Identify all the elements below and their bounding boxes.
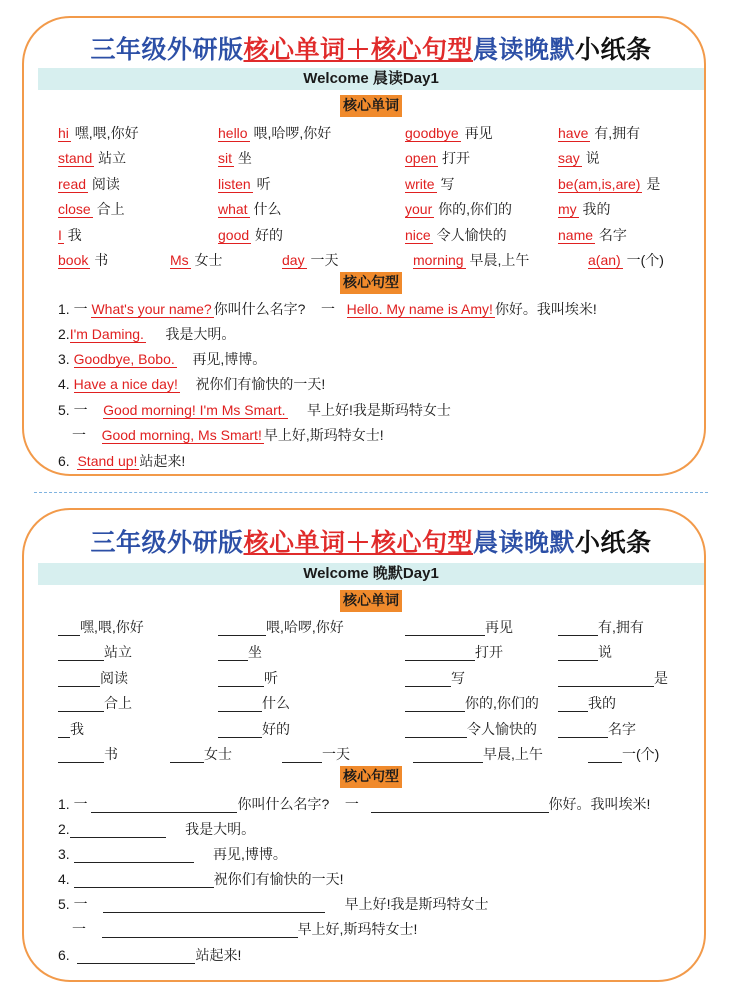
word-english: stand [58,150,93,167]
word-chinese: 坐 [234,150,252,167]
blank[interactable] [218,646,248,661]
sentence-2: 2.I'm Daming. 我是大明。 [58,326,236,342]
word-chinese: 再见 [460,125,493,141]
word-chinese: 名字 [595,226,627,243]
word-item [58,175,120,193]
blank-word-item [58,720,84,738]
sentence-5b: 一 Good morning, Ms Smart! 早上好,斯玛特女士! [72,427,384,443]
blank[interactable] [588,748,622,763]
blank-word-item [405,618,513,636]
blank[interactable] [102,923,298,938]
word-item [58,226,82,244]
blank-word-item [558,669,668,687]
blank-word-item [58,669,128,687]
word-chinese: 有,拥有 [590,125,641,141]
word-item [218,124,331,142]
word-item [588,251,664,269]
word-english: be(am,is,are) [558,175,641,192]
blank-word-item [405,669,465,687]
sentence-3: 3. Goodbye, Bobo. 再见,博博。 [58,351,267,367]
word-chinese: 合上 [104,695,132,712]
word-chinese: 喂,哈啰,你好 [249,125,332,141]
word-item [58,149,126,167]
page-title-evening: 三年级外研版核心单词＋核心句型晨读晚默小纸条 [90,528,652,557]
words-tag-evening: 核心单词 [340,590,402,612]
word-item [218,149,252,167]
word-item [558,200,611,218]
blank-word-item [558,694,616,712]
page-title-morning: 三年级外研版核心单词＋核心句型晨读晚默小纸条 [90,35,652,64]
blank-word-item [588,745,659,763]
blank[interactable] [405,723,467,738]
word-chinese: 听 [252,175,271,192]
word-chinese: 女士 [190,252,223,268]
blank-word-item [218,720,290,738]
word-chinese: 女士 [204,746,232,762]
blank-word-item [218,618,344,636]
blank[interactable] [405,621,485,636]
evening-banner: Welcome 晚默Day1 [38,563,704,585]
word-english: a(an) [588,252,621,268]
blank[interactable] [74,873,214,888]
word-chinese: 好的 [251,226,284,243]
word-english: your [405,201,433,218]
blank[interactable] [558,723,608,738]
blank-sentence-4: 4. 祝你们有愉快的一天! [58,871,344,887]
word-chinese: 什么 [262,695,290,712]
word-chinese: 打开 [438,150,471,167]
word-chinese: 书 [90,252,109,268]
blank[interactable] [282,748,322,763]
blank[interactable] [558,672,654,687]
word-english: nice [405,226,431,243]
word-item [58,251,108,269]
word-english: hello [218,125,248,141]
word-chinese: 书 [104,746,118,762]
word-english: my [558,201,577,218]
word-chinese: 站立 [94,150,127,167]
sentence-1: 1. 一 What's your name? 你叫什么名字? 一 Hello. My name is Amy! 你好。我叫埃米! [58,301,597,317]
word-english: goodbye [405,125,459,141]
word-english: say [558,150,580,167]
word-chinese: 好的 [262,720,290,737]
blank-word-item [58,643,132,661]
blank[interactable] [558,646,598,661]
word-chinese: 一(个) [622,746,660,762]
word-chinese: 写 [436,175,455,192]
word-chinese: 一天 [322,746,350,762]
blank[interactable] [74,848,194,863]
cut-line [34,492,708,493]
sentences-tag-evening: 核心句型 [340,766,402,788]
blank[interactable] [170,748,204,763]
blank[interactable] [405,672,451,687]
blank-sentence-5: 5. 一 早上好!我是斯玛特女士 [58,896,489,912]
word-english: day [282,252,305,268]
word-chinese: 合上 [92,201,125,218]
word-chinese: 早晨,上午 [465,252,530,268]
word-item [58,200,125,218]
word-chinese: 我 [63,226,82,243]
word-item [405,200,512,218]
blank[interactable] [103,898,325,913]
blank-word-item [218,669,278,687]
blank[interactable] [218,672,264,687]
words-tag-morning: 核心单词 [340,95,402,117]
sentence-4: 4. Have a nice day! 祝你们有愉快的一天! [58,376,326,392]
morning-banner: Welcome 晨读Day1 [38,68,704,90]
blank[interactable] [218,697,262,712]
blank-word-item [58,618,144,636]
word-english: have [558,125,589,141]
word-item [218,175,271,193]
word-english: morning [413,252,464,268]
word-chinese: 再见 [485,619,513,635]
word-item [218,226,283,244]
word-english: what [218,201,248,218]
blank[interactable] [218,723,262,738]
word-english: listen [218,175,251,192]
word-english: Ms [170,252,189,268]
word-item [558,124,640,142]
word-chinese: 令人愉快的 [432,226,507,243]
word-chinese: 我的 [578,201,611,218]
blank-word-item [58,745,118,763]
blank-word-item [558,720,636,738]
blank-word-item [405,694,539,712]
word-english: book [58,252,89,268]
blank-word-item [170,745,232,763]
blank[interactable] [58,723,70,738]
blank[interactable] [58,646,104,661]
word-chinese: 嘿,喂,你好 [80,619,144,635]
word-chinese: 一(个) [622,252,664,268]
word-item [558,226,627,244]
blank-sentence-1: 1. 一 你叫什么名字? 一 你好。我叫埃米! [58,796,651,812]
word-english: hi [58,125,69,141]
blank[interactable] [58,697,104,712]
word-item [405,175,454,193]
blank[interactable] [558,621,598,636]
blank-word-item [413,745,543,763]
blank-sentence-3: 3. 再见,博博。 [58,846,287,862]
blank[interactable] [70,823,166,838]
blank[interactable] [58,748,104,763]
blank[interactable] [58,621,80,636]
word-english: open [405,150,437,167]
word-chinese: 你的,你们的 [465,695,539,712]
word-chinese: 听 [264,669,278,686]
word-item [558,149,600,167]
word-chinese: 我的 [588,695,616,712]
word-chinese: 坐 [248,644,262,661]
blank[interactable] [405,646,475,661]
word-item [405,124,493,142]
word-chinese: 嘿,喂,你好 [70,125,139,141]
word-item [405,226,507,244]
word-chinese: 有,拥有 [598,619,644,635]
word-chinese: 是 [654,669,668,686]
blank-sentence-2: 2. 我是大明。 [58,821,256,837]
blank-word-item [558,618,644,636]
blank-word-item [218,694,290,712]
word-chinese: 说 [581,150,600,167]
word-chinese: 你的,你们的 [434,201,513,218]
blank[interactable] [413,748,483,763]
word-chinese: 是 [642,175,661,192]
word-chinese: 站立 [104,644,132,661]
blank-word-item [58,694,132,712]
word-item [170,251,223,269]
blank[interactable] [558,697,588,712]
word-english: sit [218,150,232,167]
word-chinese: 说 [598,644,612,661]
word-chinese: 喂,哈啰,你好 [266,619,344,635]
word-item [558,175,660,193]
word-english: write [405,175,435,192]
blank-word-item [218,643,262,661]
blank-sentence-5b: 一 早上好,斯玛特女士! [72,921,418,937]
word-item [282,251,338,269]
word-chinese: 令人愉快的 [467,720,537,737]
blank[interactable] [58,672,100,687]
word-chinese: 名字 [608,720,636,737]
blank[interactable] [371,798,549,813]
sentence-5: 5. 一 Good morning! I'm Ms Smart. 早上好!我是斯玛特女士 [58,402,451,418]
blank[interactable] [218,621,266,636]
blank-word-item [558,643,612,661]
word-english: read [58,175,87,192]
blank-word-item [282,745,350,763]
word-chinese: 一天 [306,252,339,268]
word-item [58,124,139,142]
word-english: I [58,226,62,243]
word-english: close [58,201,91,218]
word-item [413,251,529,269]
word-chinese: 我 [70,720,84,737]
word-chinese: 写 [451,669,465,686]
word-english: name [558,226,594,243]
blank-word-item [405,720,537,738]
word-item [218,200,281,218]
blank[interactable] [405,697,465,712]
blank[interactable] [77,949,195,964]
word-english: good [218,226,250,243]
word-item [405,149,470,167]
word-chinese: 早晨,上午 [483,746,543,762]
sentences-tag-morning: 核心句型 [340,272,402,294]
sentence-6: 6. Stand up! 站起来! [58,453,186,469]
blank[interactable] [91,798,237,813]
word-chinese: 打开 [475,644,503,661]
blank-sentence-6: 6. 站起来! [58,947,242,963]
word-chinese: 阅读 [100,669,128,686]
blank-word-item [405,643,503,661]
word-chinese: 什么 [249,201,282,218]
word-chinese: 阅读 [88,175,120,192]
